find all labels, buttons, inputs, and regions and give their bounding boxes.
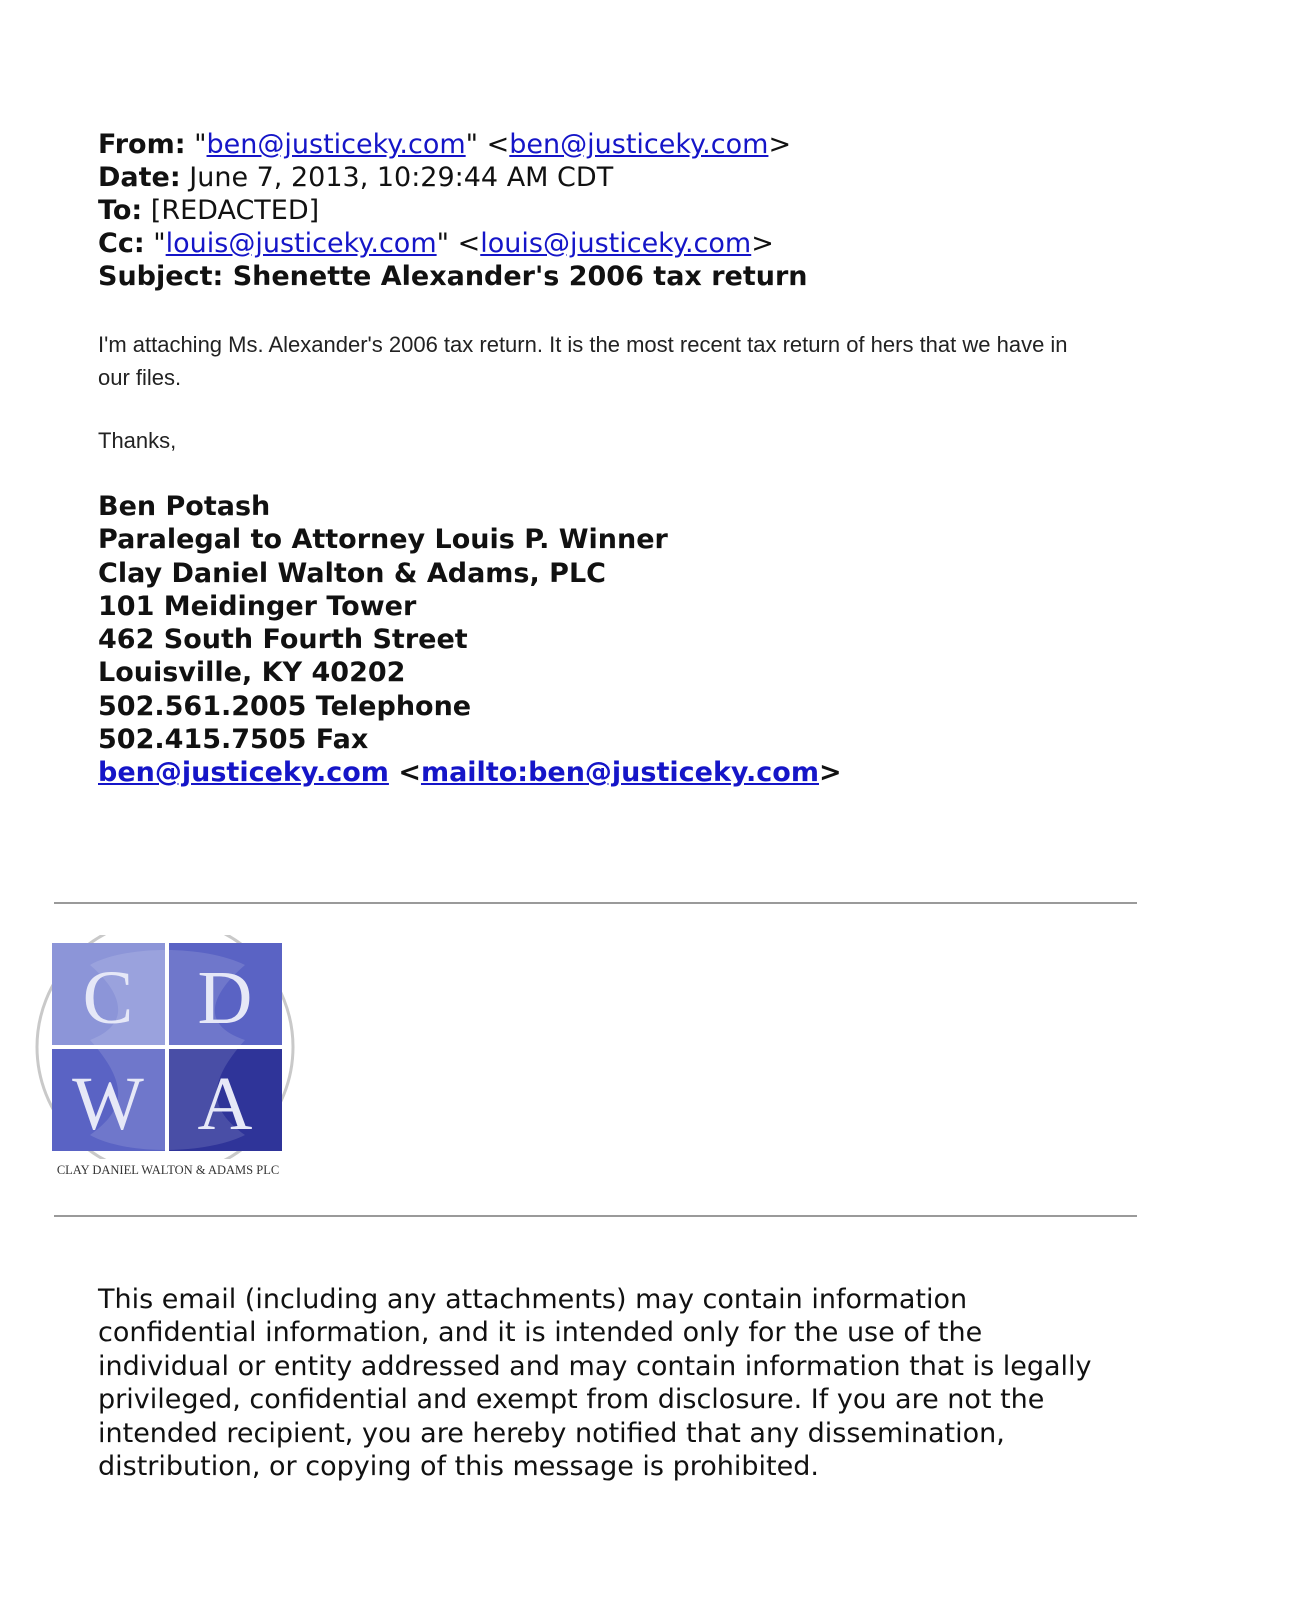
subject-value: Shenette Alexander's 2006 tax return [232, 261, 808, 292]
from-label: From: [98, 129, 186, 160]
signature-name: Ben Potash [98, 491, 271, 522]
divider-top [54, 902, 1137, 904]
cc-row: Cc: "louis@justiceky.com" <louis@justiceky.com> [98, 228, 774, 259]
to-label: To: [98, 195, 143, 226]
signature-fax: 502.415.7505 Fax [98, 724, 369, 756]
logo-letter-c: C [82, 956, 134, 1040]
signature-city: Louisville, KY 40202 [98, 657, 406, 689]
from-row: From: "ben@justiceky.com" <ben@justiceky.com> [98, 129, 792, 160]
signature-address-1: 101 Meidinger Tower [98, 590, 417, 622]
logo-letter-w: W [72, 1062, 144, 1146]
firm-logo [30, 935, 306, 1191]
date-row [98, 161, 808, 194]
signature-address-2: 462 South Fourth Street [98, 624, 468, 656]
subject-label: Subject: [98, 261, 224, 292]
signature-email-link[interactable]: ben@justiceky.com [98, 757, 389, 789]
cc-quoted-link[interactable]: louis@justiceky.com [165, 228, 437, 259]
date-value: June 7, 2013, 10:29:44 AM CDT [189, 162, 614, 193]
divider-bottom [54, 1215, 1137, 1217]
to-value: [REDACTED] [150, 195, 320, 226]
signature-title: Paralegal to Attorney Louis P. Winner [98, 524, 668, 556]
from-quoted-link[interactable]: ben@justiceky.com [206, 129, 466, 160]
subject-row [98, 260, 808, 293]
date-label: Date: [98, 162, 181, 193]
cc-email-link[interactable]: louis@justiceky.com [480, 228, 752, 259]
from-email-link[interactable]: ben@justiceky.com [509, 129, 769, 160]
to-row [98, 194, 808, 227]
message-body: I'm attaching Ms. Alexander's 2006 tax return. It is the most recent tax return of hers that we have in our files. [98, 332, 1068, 390]
logo-letter-a: A [197, 1062, 253, 1146]
email-headers [98, 128, 808, 293]
logo-caption: CLAY DANIEL WALTON & ADAMS PLC [56, 1163, 280, 1177]
signature-email-row: ben@justiceky.com <mailto:ben@justiceky.com> [98, 757, 842, 789]
logo-letter-d: D [197, 956, 253, 1040]
confidentiality-disclaimer: This email (including any attachments) may contain information confidential information, and it is intended only for the use of the individual or entity addressed and may contain information that is legally privileged, confidential and exempt from disclosure. If you are not the intended recipient, you are hereby notified that any dissemination, distribution, or copying of this message is prohibited. [98, 1284, 1092, 1483]
cc-label: Cc: [98, 228, 145, 259]
signature-block [98, 490, 842, 790]
signature-firm: Clay Daniel Walton & Adams, PLC [98, 557, 606, 589]
signature-phone: 502.561.2005 Telephone [98, 690, 472, 722]
message-closing: Thanks, [98, 428, 177, 453]
signature-mailto-link[interactable]: mailto:ben@justiceky.com [420, 757, 819, 789]
